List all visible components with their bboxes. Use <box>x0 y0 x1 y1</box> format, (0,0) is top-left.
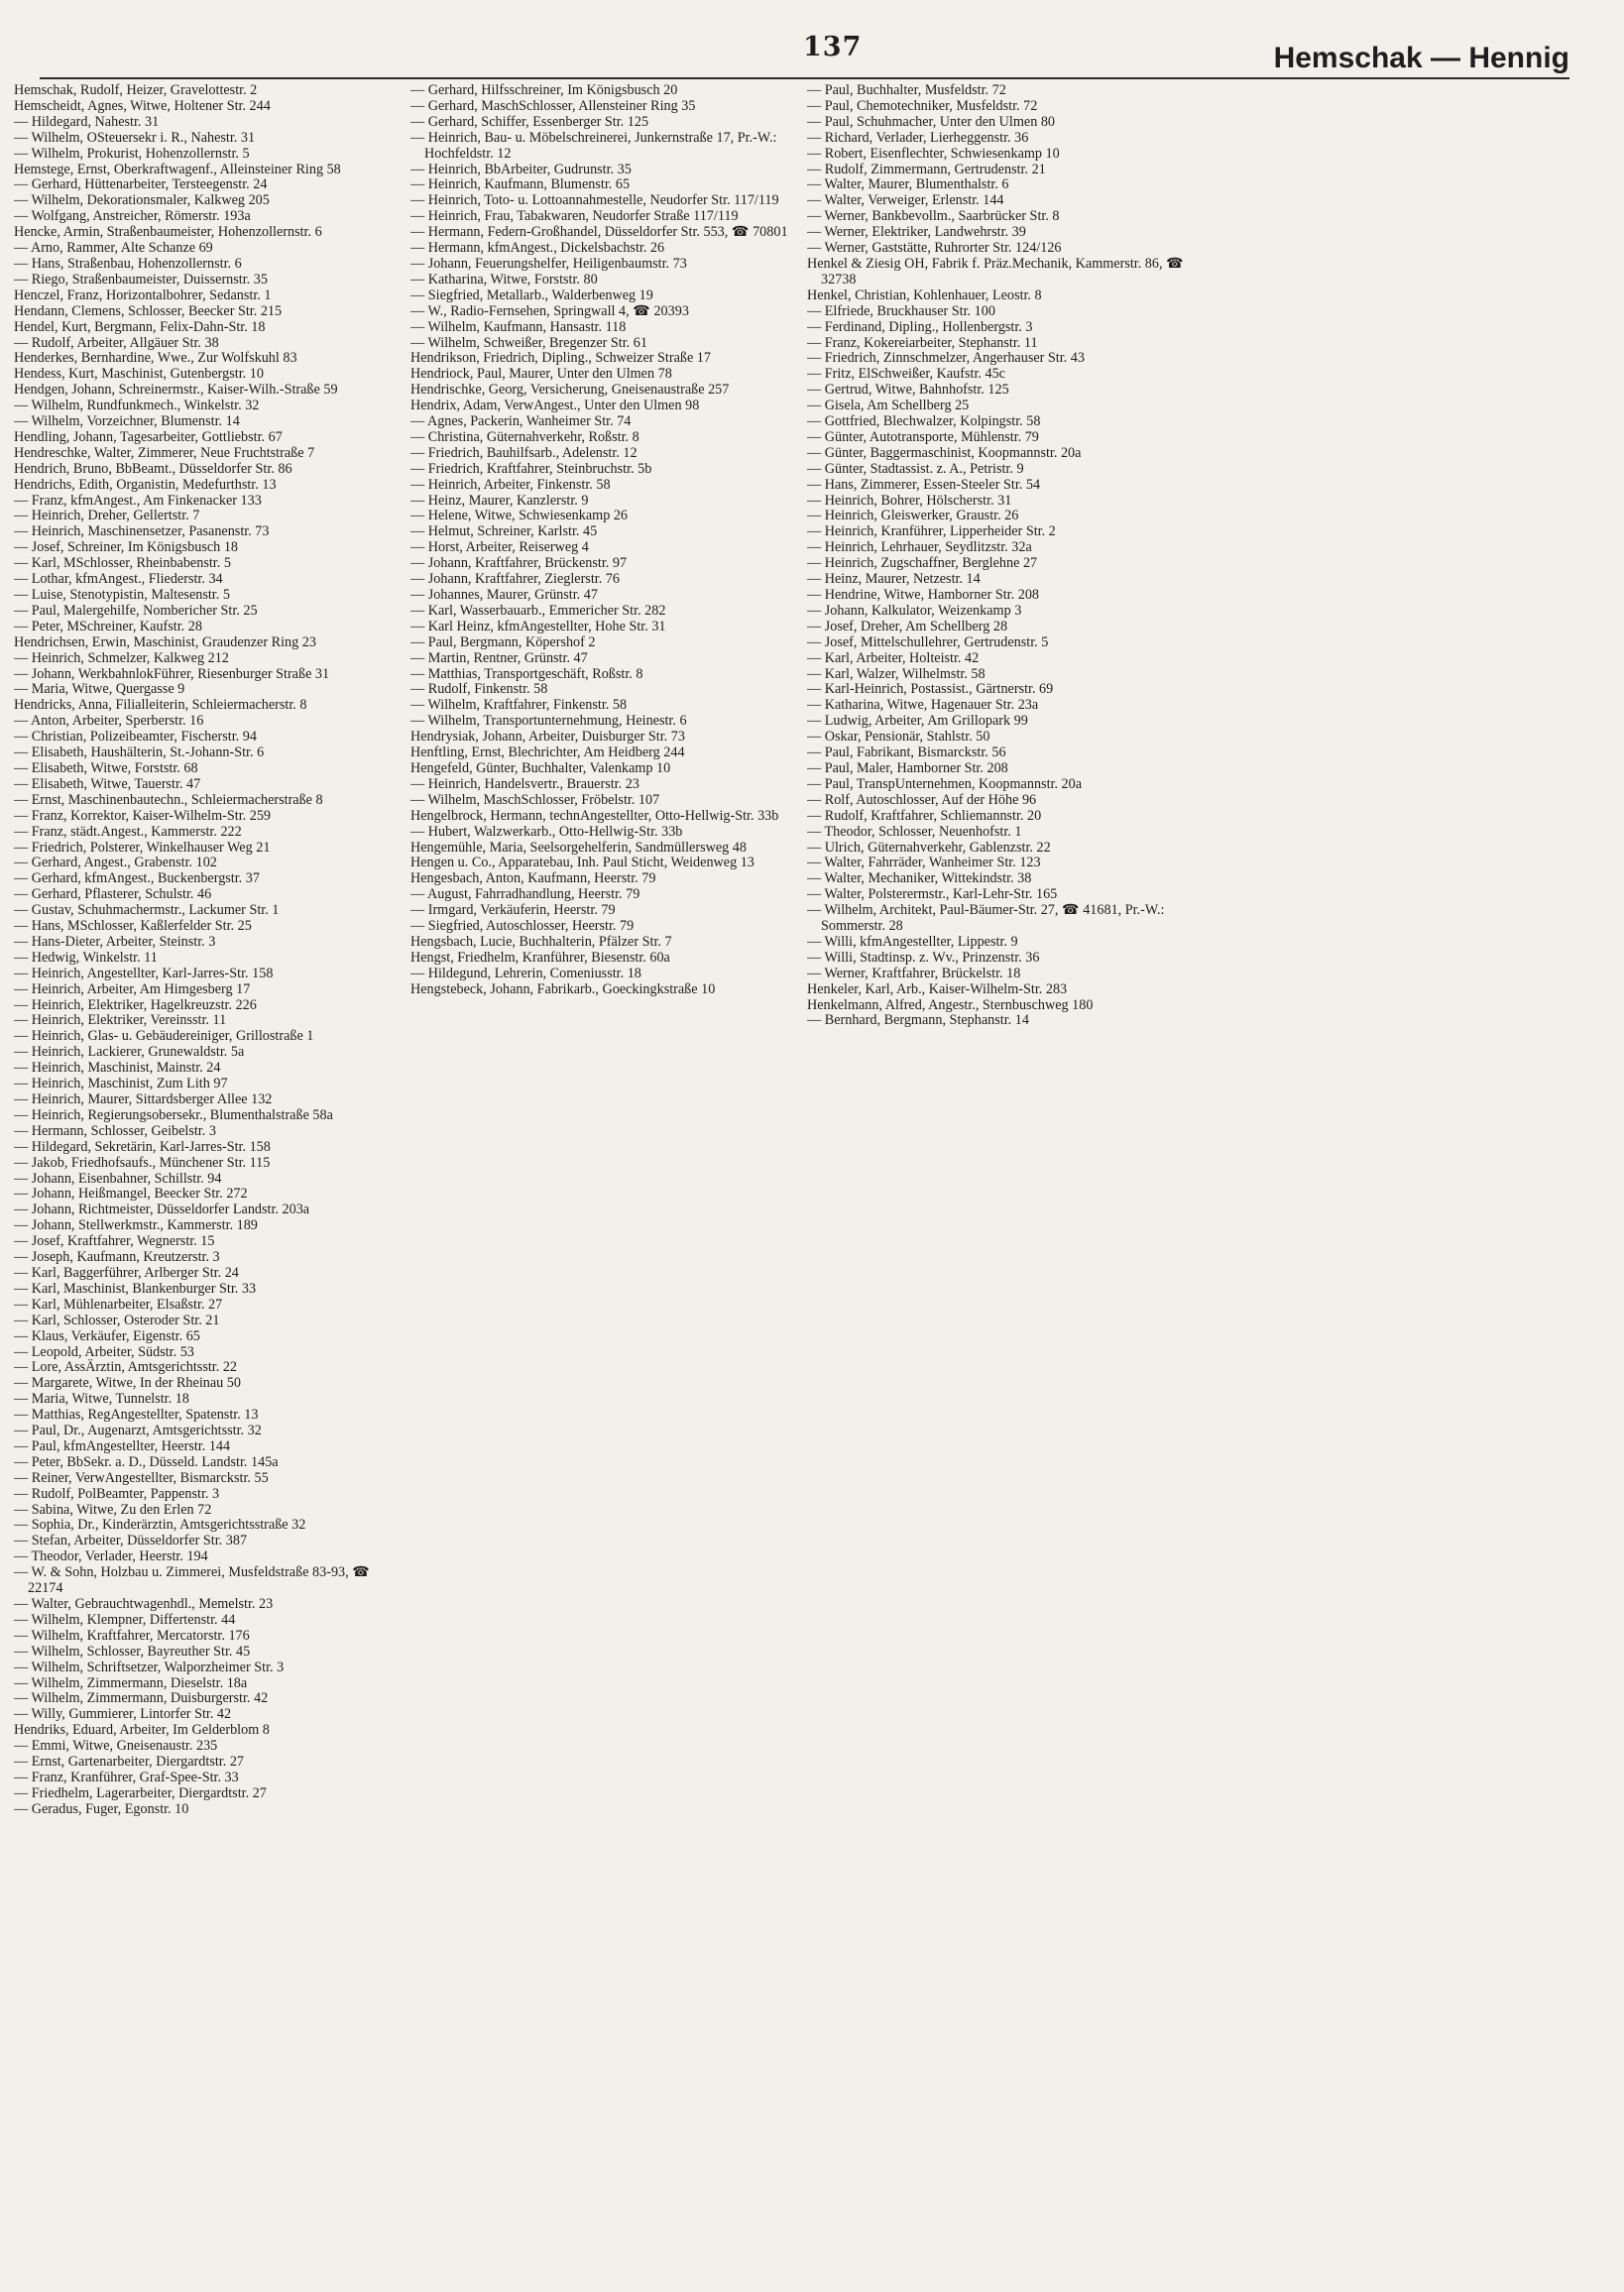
directory-entry: — Rudolf, Arbeiter, Allgäuer Str. 38 <box>14 334 219 351</box>
directory-entry: — Werner, Elektriker, Landwehrstr. 39 <box>807 224 1026 241</box>
directory-entry: Hemstege, Ernst, Oberkraftwagenf., Alleinsteiner Ring 58 <box>14 161 341 177</box>
directory-entry: — Günter, Stadtassist. z. A., Petristr. 9 <box>807 460 1024 477</box>
directory-entry: Henderkes, Bernhardine, Wwe., Zur Wolfskuhl 83 <box>14 350 297 367</box>
directory-entry: — Heinrich, Maschinensetzer, Pasanenstr. 73 <box>14 523 270 540</box>
directory-entry: — Karl, Maschinist, Blankenburger Str. 33 <box>14 1280 257 1297</box>
directory-entry: — Karl, MSchlosser, Rheinbabenstr. 5 <box>14 555 231 572</box>
directory-entry: — Bernhard, Bergmann, Stephanstr. 14 <box>807 1012 1029 1029</box>
directory-entry: — Wilhelm, Zimmermann, Dieselstr. 18a <box>14 1674 248 1691</box>
directory-entry: Hendrikson, Friedrich, Dipling., Schweizer Straße 17 <box>410 350 711 367</box>
directory-entry: — Lore, AssÄrztin, Amtsgerichtsstr. 22 <box>14 1359 238 1376</box>
directory-entry: — Heinrich, Toto- u. Lottoannahmestelle, Neudorfer Str. 117/119 <box>410 192 779 209</box>
directory-entry: — Wilhelm, Kraftfahrer, Mercatorstr. 176 <box>14 1627 250 1644</box>
directory-entry: — Walter, Fahrräder, Wanheimer Str. 123 <box>807 855 1041 871</box>
directory-entry: Hemscheidt, Agnes, Witwe, Holtener Str. 244 <box>14 97 271 114</box>
directory-entry: — Oskar, Pensionär, Stahlstr. 50 <box>807 729 990 745</box>
directory-entry: — Johann, Eisenbahner, Schillstr. 94 <box>14 1170 222 1187</box>
directory-entry: — Karl, Wasserbauarb., Emmericher Str. 282 <box>410 602 666 619</box>
directory-entry: — Heinrich, Angestellter, Karl-Jarres-Str. 158 <box>14 965 274 981</box>
directory-entry: Hencke, Armin, Straßenbaumeister, Hohenzollernstr. 6 <box>14 224 322 241</box>
directory-entry: Hendann, Clemens, Schlosser, Beecker Str. 215 <box>14 302 283 319</box>
directory-entry: Hengesbach, Anton, Kaufmann, Heerstr. 79 <box>410 870 656 887</box>
directory-entry: — Fritz, ElSchweißer, Kaufstr. 45c <box>807 366 1005 383</box>
directory-entry: — Horst, Arbeiter, Reiserweg 4 <box>410 539 589 556</box>
directory-entry: — Gerhard, kfmAngest., Buckenbergstr. 37 <box>14 870 260 887</box>
directory-entry: — Rudolf, Kraftfahrer, Schliemannstr. 20 <box>807 807 1042 824</box>
directory-entry: — Martin, Rentner, Grünstr. 47 <box>410 649 588 666</box>
directory-entry: — Johann, Kalkulator, Weizenkamp 3 <box>807 602 1022 619</box>
directory-entry: Hendricks, Anna, Filialleiterin, Schleiermacherstr. 8 <box>14 697 307 714</box>
directory-entry: — Helmut, Schreiner, Karlstr. 45 <box>410 523 598 540</box>
directory-entry: — Heinrich, Dreher, Gellertstr. 7 <box>14 508 200 524</box>
directory-entry: — Heinrich, Arbeiter, Am Himgesberg 17 <box>14 980 251 997</box>
directory-entry: — Heinz, Maurer, Kanzlerstr. 9 <box>410 492 589 509</box>
directory-entry: — Heinrich, Glas- u. Gebäudereiniger, Grillostraße 1 <box>14 1028 314 1045</box>
directory-entry: — Wilhelm, Kraftfahrer, Finkenstr. 58 <box>410 697 628 714</box>
directory-entry: — Heinrich, Elektriker, Vereinsstr. 11 <box>14 1012 227 1029</box>
directory-entry: — Rudolf, Finkenstr. 58 <box>410 681 548 698</box>
directory-entry: — Walter, Maurer, Blumenthalstr. 6 <box>807 176 1009 193</box>
directory-entry: — Johann, Heißmangel, Beecker Str. 272 <box>14 1186 248 1203</box>
directory-entry: — Anton, Arbeiter, Sperberstr. 16 <box>14 713 204 730</box>
directory-entry: — Karl, Arbeiter, Holteistr. 42 <box>807 649 980 666</box>
directory-entry: — Hermann, Federn-Großhandel, Düsseldorfer Str. 553, ☎ 70801 <box>410 224 788 241</box>
directory-entry: — Elisabeth, Witwe, Tauerstr. 47 <box>14 775 201 792</box>
directory-entry: — Matthias, RegAngestellter, Spatenstr. 13 <box>14 1407 259 1424</box>
directory-entry: — Ernst, Gartenarbeiter, Diergardtstr. 27 <box>14 1754 245 1771</box>
directory-entry: — August, Fahrradhandlung, Heerstr. 79 <box>410 886 640 903</box>
directory-entry: — Friedhelm, Lagerarbeiter, Diergardtstr. 27 <box>14 1784 267 1801</box>
directory-entry: Henkelmann, Alfred, Angestr., Sternbuschweg 180 <box>807 996 1094 1013</box>
directory-entry: — Wilhelm, Zimmermann, Duisburgerstr. 42 <box>14 1690 269 1707</box>
directory-entry: Hengstebeck, Johann, Fabrikarb., Goeckingkstraße 10 <box>410 980 716 997</box>
directory-entry: — Heinrich, Kranführer, Lipperheider Str. 2 <box>807 523 1056 540</box>
directory-entry: — Walter, Polsterermstr., Karl-Lehr-Str. 165 <box>807 886 1058 903</box>
directory-entry: — Heinrich, Schmelzer, Kalkweg 212 <box>14 649 229 666</box>
directory-entry: Hendel, Kurt, Bergmann, Felix-Dahn-Str. 18 <box>14 318 266 335</box>
running-head: Hemschak — Hennig <box>1273 42 1569 74</box>
directory-entry: — Günter, Autotransporte, Mühlenstr. 79 <box>807 428 1039 445</box>
directory-entry: — Helene, Witwe, Schwiesenkamp 26 <box>410 508 629 524</box>
directory-entry: — Robert, Eisenflechter, Schwiesenkamp 10 <box>807 145 1060 162</box>
directory-entry: — Gerhard, Angest., Grabenstr. 102 <box>14 855 217 871</box>
directory-entry: Henkel, Christian, Kohlenhauer, Leostr. 8 <box>807 286 1042 303</box>
directory-entry: — Heinrich, Lehrhauer, Seydlitzstr. 32a <box>807 539 1032 556</box>
directory-entry: — Elfriede, Bruckhauser Str. 100 <box>807 302 995 319</box>
directory-entry: — Rudolf, Zimmermann, Gertrudenstr. 21 <box>807 161 1046 177</box>
directory-entry: — Maria, Witwe, Quergasse 9 <box>14 681 185 698</box>
directory-entry: — Heinrich, Maschinist, Mainstr. 24 <box>14 1060 221 1077</box>
directory-entry: — Heinrich, Arbeiter, Finkenstr. 58 <box>410 476 611 493</box>
directory-entry: — Heinrich, Bohrer, Hölscherstr. 31 <box>807 492 1012 509</box>
directory-entry: Hendrischke, Georg, Versicherung, Gneisenaustraße 257 <box>410 382 730 399</box>
directory-entry: — Maria, Witwe, Tunnelstr. 18 <box>14 1391 189 1408</box>
column-4 <box>1204 83 1592 2284</box>
directory-entry: — Heinrich, Bau- u. Möbelschreinerei, Junkernstraße 17, Pr.-W.: Hochfeldstr. 12 <box>410 129 777 162</box>
directory-entry: Henkel & Ziesig OH, Fabrik f. Präz.Mechanik, Kammerstr. 86, ☎ 32738 <box>807 255 1184 287</box>
directory-entry: — Gerhard, Pflasterer, Schulstr. 46 <box>14 886 212 903</box>
directory-entry: — Johann, Feuerungshelfer, Heiligenbaumstr. 73 <box>410 255 687 272</box>
directory-entry: — Paul, Maler, Hamborner Str. 208 <box>807 759 1008 776</box>
directory-entry: — W., Radio-Fernsehen, Springwall 4, ☎ 20393 <box>410 302 689 319</box>
directory-entry: — Arno, Rammer, Alte Schanze 69 <box>14 240 213 257</box>
directory-entry: — Wilhelm, Architekt, Paul-Bäumer-Str. 27, ☎ 41681, Pr.-W.: Sommerstr. 28 <box>807 902 1165 935</box>
directory-entry: — Werner, Bankbevollm., Saarbrücker Str. 8 <box>807 208 1060 225</box>
directory-entry: — Heinrich, Maschinist, Zum Lith 97 <box>14 1076 228 1092</box>
directory-entry: — Hans, Straßenbau, Hohenzollernstr. 6 <box>14 255 242 272</box>
directory-entry: — Gerhard, Hüttenarbeiter, Tersteegenstr. 24 <box>14 176 268 193</box>
directory-entry: — Emmi, Witwe, Gneisenaustr. 235 <box>14 1738 218 1755</box>
directory-entry: — Hermann, Schlosser, Geibelstr. 3 <box>14 1122 216 1139</box>
directory-entry: — Agnes, Packerin, Wanheimer Str. 74 <box>410 413 632 430</box>
directory-entry: — Walter, Gebrauchtwagenhdl., Memelstr. 23 <box>14 1596 274 1612</box>
directory-entry: — Heinrich, Elektriker, Hagelkreuzstr. 226 <box>14 996 257 1013</box>
directory-entry: — Karl, Baggerführer, Arlberger Str. 24 <box>14 1264 239 1281</box>
directory-entry: Hendrichs, Edith, Organistin, Medefurthstr. 13 <box>14 476 277 493</box>
directory-entry: — Gottfried, Blechwalzer, Kolpingstr. 58 <box>807 413 1041 430</box>
directory-entry: — Wilhelm, Transportunternehmung, Heinestr. 6 <box>410 713 687 730</box>
directory-entry: — Walter, Verweiger, Erlenstr. 144 <box>807 192 1004 209</box>
directory-entry: Hengsbach, Lucie, Buchhalterin, Pfälzer Str. 7 <box>410 933 672 950</box>
directory-entry: — Karl, Schlosser, Osteroder Str. 21 <box>14 1312 220 1328</box>
directory-entry: — Karl, Walzer, Wilhelmstr. 58 <box>807 665 986 682</box>
directory-entry: — Theodor, Verlader, Heerstr. 194 <box>14 1548 208 1565</box>
directory-entry: — Heinrich, Gleiswerker, Graustr. 26 <box>807 508 1019 524</box>
directory-entry: — Johann, Kraftfahrer, Brückenstr. 97 <box>410 555 628 572</box>
directory-entry: Hendling, Johann, Tagesarbeiter, Gottliebstr. 67 <box>14 428 283 445</box>
directory-entry: — Hans-Dieter, Arbeiter, Steinstr. 3 <box>14 933 216 950</box>
directory-entry: — Christina, Güternahverkehr, Roßstr. 8 <box>410 428 639 445</box>
directory-entry: — Heinrich, Maurer, Sittardsberger Allee 132 <box>14 1091 273 1107</box>
directory-entry: — Luise, Stenotypistin, Maltesenstr. 5 <box>14 587 230 603</box>
column-1 <box>14 83 403 2284</box>
directory-entry: — Sabina, Witwe, Zu den Erlen 72 <box>14 1501 212 1518</box>
directory-entry: — Klaus, Verkäufer, Eigenstr. 65 <box>14 1327 200 1344</box>
directory-entry: — Ernst, Maschinenbautechn., Schleiermacherstraße 8 <box>14 791 323 808</box>
directory-entry: — Franz, Kranführer, Graf-Spee-Str. 33 <box>14 1769 239 1785</box>
directory-entry: — Paul, TranspUnternehmen, Koopmannstr. 20a <box>807 775 1083 792</box>
directory-entry: — Hendrine, Witwe, Hamborner Str. 208 <box>807 587 1040 603</box>
directory-entry: — Heinrich, Lackierer, Grunewaldstr. 5a <box>14 1044 245 1061</box>
directory-entry: — Wilhelm, OSteuersekr i. R., Nahestr. 31 <box>14 129 256 146</box>
directory-entry: Hengefeld, Günter, Buchhalter, Valenkamp 10 <box>410 759 671 776</box>
directory-entry: — Paul, Chemotechniker, Musfeldstr. 72 <box>807 97 1038 114</box>
directory-entry: — Gertrud, Witwe, Bahnhofstr. 125 <box>807 382 1009 399</box>
directory-entry: — Richard, Verlader, Lierheggenstr. 36 <box>807 129 1029 146</box>
directory-entry: — Johann, Richtmeister, Düsseldorfer Landstr. 203a <box>14 1202 310 1218</box>
directory-entry: — Josef, Kraftfahrer, Wegnerstr. 15 <box>14 1233 215 1250</box>
directory-entry: — Rolf, Autoschlosser, Auf der Höhe 96 <box>807 791 1037 808</box>
directory-entry: — Karl, Mühlenarbeiter, Elsaßstr. 27 <box>14 1296 223 1313</box>
directory-entry: — Günter, Baggermaschinist, Koopmannstr. 20a <box>807 444 1082 461</box>
directory-entry: — Paul, Dr., Augenarzt, Amtsgerichtsstr. 32 <box>14 1423 262 1439</box>
directory-entry: — Elisabeth, Haushälterin, St.-Johann-Str. 6 <box>14 745 265 761</box>
directory-entry: — Geradus, Fuger, Egonstr. 10 <box>14 1800 189 1817</box>
directory-entry: — Friedrich, Kraftfahrer, Steinbruchstr. 5b <box>410 460 652 477</box>
directory-entry: — Johann, Stellwerkmstr., Kammerstr. 189 <box>14 1217 258 1234</box>
directory-entry: — Theodor, Schlosser, Neuenhofstr. 1 <box>807 823 1022 840</box>
directory-entry: — Josef, Mittelschullehrer, Gertrudenstr. 5 <box>807 633 1049 650</box>
directory-entry: — Heinrich, Zugschaffner, Berglehne 27 <box>807 555 1038 572</box>
directory-entry: — Hedwig, Winkelstr. 11 <box>14 949 158 966</box>
directory-entry: — Gerhard, Hilfsschreiner, Im Königsbusch 20 <box>410 83 678 98</box>
directory-columns <box>14 83 1600 2284</box>
directory-entry: Hemschak, Rudolf, Heizer, Gravelottestr. 2 <box>14 83 258 98</box>
directory-entry: — Willy, Gummierer, Lintorfer Str. 42 <box>14 1706 232 1723</box>
directory-entry: — Sophia, Dr., Kinderärztin, Amtsgerichtsstraße 32 <box>14 1517 306 1534</box>
directory-entry: — Heinrich, Regierungsobersekr., Blumenthalstraße 58a <box>14 1106 333 1123</box>
page-number: 137 <box>803 32 863 62</box>
directory-entry: Hendrix, Adam, VerwAngest., Unter den Ulmen 98 <box>410 398 700 414</box>
directory-entry: — Irmgard, Verkäuferin, Heerstr. 79 <box>410 902 616 919</box>
directory-entry: — Franz, kfmAngest., Am Finkenacker 133 <box>14 492 262 509</box>
directory-entry: — Rudolf, PolBeamter, Pappenstr. 3 <box>14 1485 220 1502</box>
directory-entry: — Paul, Fabrikant, Bismarckstr. 56 <box>807 745 1006 761</box>
directory-entry: — Elisabeth, Witwe, Forststr. 68 <box>14 759 198 776</box>
directory-entry: Hengen u. Co., Apparatebau, Inh. Paul Sticht, Weidenweg 13 <box>410 855 754 871</box>
directory-entry: — Wilhelm, Schweißer, Bregenzer Str. 61 <box>410 334 647 351</box>
directory-entry: Hendrich, Bruno, BbBeamt., Düsseldorfer Str. 86 <box>14 460 292 477</box>
directory-entry: — Katharina, Witwe, Hagenauer Str. 23a <box>807 697 1039 714</box>
directory-entry: — Paul, Malergehilfe, Nombericher Str. 25 <box>14 602 258 619</box>
directory-entry: — Ulrich, Güternahverkehr, Gablenzstr. 22 <box>807 839 1051 856</box>
directory-entry: — Heinrich, Handelsvertr., Brauerstr. 23 <box>410 775 639 792</box>
directory-entry: — Hubert, Walzwerkarb., Otto-Hellwig-Str. 33b <box>410 823 683 840</box>
directory-entry: — Jakob, Friedhofsaufs., Münchener Str. 115 <box>14 1154 271 1171</box>
directory-entry: — Franz, städt.Angest., Kammerstr. 222 <box>14 823 242 840</box>
directory-entry: — Walter, Mechaniker, Wittekindstr. 38 <box>807 870 1032 887</box>
directory-entry: — Willi, Stadtinsp. z. Wv., Prinzenstr. 36 <box>807 949 1040 966</box>
directory-entry: — Josef, Dreher, Am Schellberg 28 <box>807 618 1008 634</box>
directory-entry: — Wilhelm, Klempner, Differtenstr. 44 <box>14 1611 236 1628</box>
directory-entry: Henftling, Ernst, Blechrichter, Am Heidberg 244 <box>410 745 685 761</box>
directory-entry: — Riego, Straßenbaumeister, Duissernstr. 35 <box>14 271 268 287</box>
directory-entry: — Leopold, Arbeiter, Südstr. 53 <box>14 1343 194 1360</box>
directory-entry: — Karl-Heinrich, Postassist., Gärtnerstr. 69 <box>807 681 1054 698</box>
directory-entry: — Peter, BbSekr. a. D., Düsseld. Landstr. 145a <box>14 1453 279 1470</box>
directory-entry: Hendriock, Paul, Maurer, Unter den Ulmen 78 <box>410 366 672 383</box>
column-2 <box>410 83 799 2284</box>
directory-entry: — Franz, Korrektor, Kaiser-Wilhelm-Str. 259 <box>14 807 272 824</box>
directory-entry: — Reiner, VerwAngestellter, Bismarckstr. 55 <box>14 1469 269 1486</box>
directory-entry: — Gustav, Schuhmachermstr., Lackumer Str. 1 <box>14 902 280 919</box>
directory-entry: — Paul, Buchhalter, Musfeldstr. 72 <box>807 83 1006 98</box>
directory-entry: — Katharina, Witwe, Forststr. 80 <box>410 271 598 287</box>
directory-entry: — Wilhelm, Rundfunkmech., Winkelstr. 32 <box>14 398 260 414</box>
directory-entry: — Friedrich, Polsterer, Winkelhauser Weg 21 <box>14 839 271 856</box>
directory-entry: — Friedrich, Bauhilfsarb., Adelenstr. 12 <box>410 444 638 461</box>
directory-entry: — Wilhelm, Kaufmann, Hansastr. 118 <box>410 318 627 335</box>
directory-entry: — Werner, Kraftfahrer, Brückelstr. 18 <box>807 965 1021 981</box>
directory-entry: — Wilhelm, Prokurist, Hohenzollernstr. 5 <box>14 145 250 162</box>
directory-entry: — Siegfried, Autoschlosser, Heerstr. 79 <box>410 918 635 935</box>
directory-entry: — Ferdinand, Dipling., Hollenbergstr. 3 <box>807 318 1033 335</box>
directory-entry: — Wolfgang, Anstreicher, Römerstr. 193a <box>14 208 251 225</box>
directory-entry: — Johann, Kraftfahrer, Zieglerstr. 76 <box>410 571 620 588</box>
directory-entry: — Joseph, Kaufmann, Kreutzerstr. 3 <box>14 1249 220 1266</box>
directory-entry: — Josef, Schreiner, Im Königsbusch 18 <box>14 539 239 556</box>
directory-entry: — Wilhelm, Schriftsetzer, Walporzheimer Str. 3 <box>14 1659 285 1675</box>
directory-entry: — Stefan, Arbeiter, Düsseldorfer Str. 387 <box>14 1533 248 1549</box>
directory-entry: — Gerhard, MaschSchlosser, Allensteiner Ring 35 <box>410 97 696 114</box>
directory-entry: — Wilhelm, MaschSchlosser, Fröbelstr. 107 <box>410 791 660 808</box>
directory-entry: — Heinrich, Kaufmann, Blumenstr. 65 <box>410 176 631 193</box>
directory-entry: — Hildegund, Lehrerin, Comeniusstr. 18 <box>410 965 641 981</box>
directory-entry: — W. & Sohn, Holzbau u. Zimmerei, Musfeldstraße 83-93, ☎ 22174 <box>14 1564 370 1597</box>
directory-entry: — Ludwig, Arbeiter, Am Grillopark 99 <box>807 713 1028 730</box>
directory-entry: — Heinrich, Frau, Tabakwaren, Neudorfer Straße 117/119 <box>410 208 739 225</box>
directory-entry: — Hildegard, Sekretärin, Karl-Jarres-Str. 158 <box>14 1138 271 1155</box>
directory-entry: — Heinrich, BbArbeiter, Gudrunstr. 35 <box>410 161 632 177</box>
directory-entry: — Hans, MSchlosser, Kaßlerfelder Str. 25 <box>14 918 252 935</box>
directory-entry: — Heinz, Maurer, Netzestr. 14 <box>807 571 981 588</box>
directory-entry: Hendriks, Eduard, Arbeiter, Im Gelderblom 8 <box>14 1722 270 1739</box>
directory-entry: — Gerhard, Schiffer, Essenberger Str. 125 <box>410 113 649 130</box>
directory-entry: — Matthias, Transportgeschäft, Roßstr. 8 <box>410 665 643 682</box>
directory-entry: — Margarete, Witwe, In der Rheinau 50 <box>14 1375 241 1392</box>
directory-entry: — Willi, kfmAngestellter, Lippestr. 9 <box>807 933 1018 950</box>
directory-entry: Hengelbrock, Hermann, technAngestellter, Otto-Hellwig-Str. 33b <box>410 807 779 824</box>
directory-entry: Hendreschke, Walter, Zimmerer, Neue Fruchtstraße 7 <box>14 444 315 461</box>
directory-entry: Henkeler, Karl, Arb., Kaiser-Wilhelm-Str. 283 <box>807 980 1068 997</box>
directory-entry: — Paul, kfmAngestellter, Heerstr. 144 <box>14 1437 231 1454</box>
directory-entry: — Johann, WerkbahnlokFührer, Riesenburger Straße 31 <box>14 665 330 682</box>
directory-entry: — Peter, MSchreiner, Kaufstr. 28 <box>14 618 202 634</box>
directory-entry: — Hermann, kfmAngest., Dickelsbachstr. 26 <box>410 240 665 257</box>
directory-entry: Hengemühle, Maria, Seelsorgehelferin, Sandmüllersweg 48 <box>410 839 747 856</box>
header-rule <box>40 77 1569 79</box>
directory-entry: — Wilhelm, Vorzeichner, Blumenstr. 14 <box>14 413 240 430</box>
directory-entry: Hengst, Friedhelm, Kranführer, Biesenstr. 60a <box>410 949 670 966</box>
directory-entry: Hendess, Kurt, Maschinist, Gutenbergstr. 10 <box>14 366 264 383</box>
directory-entry: — Friedrich, Zinnschmelzer, Angerhauser Str. 43 <box>807 350 1085 367</box>
directory-entry: Hendrichsen, Erwin, Maschinist, Graudenzer Ring 23 <box>14 633 316 650</box>
directory-entry: — Wilhelm, Dekorationsmaler, Kalkweg 205 <box>14 192 270 209</box>
directory-entry: — Christian, Polizeibeamter, Fischerstr. 94 <box>14 729 257 745</box>
page-header <box>40 28 1569 74</box>
directory-entry: — Werner, Gaststätte, Ruhrorter Str. 124/126 <box>807 240 1062 257</box>
directory-entry: — Paul, Schuhmacher, Unter den Ulmen 80 <box>807 113 1056 130</box>
directory-entry: — Wilhelm, Schlosser, Bayreuther Str. 45 <box>14 1643 251 1660</box>
directory-entry: — Hans, Zimmerer, Essen-Steeler Str. 54 <box>807 476 1041 493</box>
directory-entry: — Hildegard, Nahestr. 31 <box>14 113 160 130</box>
directory-entry: Hendgen, Johann, Schreinermstr., Kaiser-Wilh.-Straße 59 <box>14 382 338 399</box>
directory-entry: Henczel, Franz, Horizontalbohrer, Sedanstr. 1 <box>14 286 272 303</box>
directory-entry: — Gisela, Am Schellberg 25 <box>807 398 970 414</box>
directory-entry: — Franz, Kokereiarbeiter, Stephanstr. 11 <box>807 334 1038 351</box>
directory-entry: — Siegfried, Metallarb., Walderbenweg 19 <box>410 286 653 303</box>
column-3 <box>807 83 1196 2284</box>
directory-entry: — Lothar, kfmAngest., Fliederstr. 34 <box>14 571 223 588</box>
directory-entry: Hendrysiak, Johann, Arbeiter, Duisburger Str. 73 <box>410 729 685 745</box>
directory-entry: — Karl Heinz, kfmAngestellter, Hohe Str. 31 <box>410 618 666 634</box>
directory-entry: — Paul, Bergmann, Köpershof 2 <box>410 633 596 650</box>
directory-entry: — Johannes, Maurer, Grünstr. 47 <box>410 587 598 603</box>
